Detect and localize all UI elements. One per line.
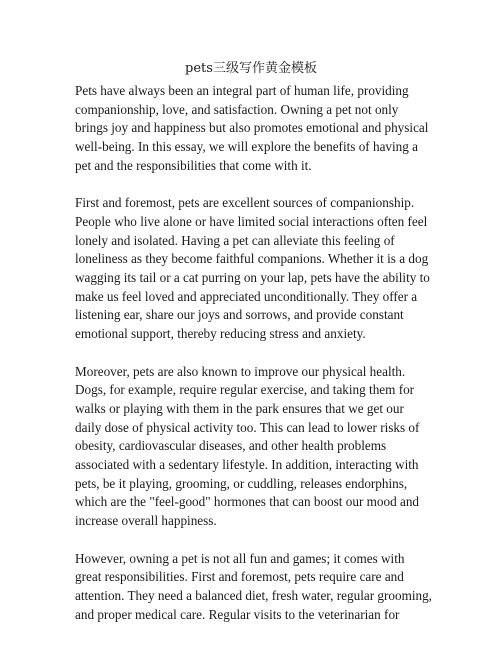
text-line: which are the "feel-good" hormones that can boost our mood and	[75, 494, 420, 510]
text-line: loneliness as they become faithful companions. Whether it is a dog	[75, 251, 429, 267]
text-line: emotional support, thereby reducing stress and anxiety.	[75, 326, 366, 342]
text-line: listening ear, share our joys and sorrows, and provide constant	[75, 307, 404, 323]
text-line: pet and the responsibilities that come with it.	[75, 157, 312, 173]
text-line: Dogs, for example, require regular exercise, and taking them for	[75, 382, 415, 398]
text-line: associated with a sedentary lifestyle. In addition, interacting with	[75, 457, 419, 473]
paragraph-intro	[75, 82, 445, 176]
paragraph-responsibilities	[75, 550, 445, 625]
text-line: People who live alone or have limited social interactions often feel	[75, 213, 428, 229]
text-line: lonely and isolated. Having a pet can alleviate this feeling of	[75, 232, 395, 248]
text-line: great responsibilities. First and foremost, pets require care and	[75, 569, 404, 585]
text-line: companionship, love, and satisfaction. Owning a pet not only	[75, 101, 399, 117]
text-line: Pets have always been an integral part of human life, providing	[75, 83, 409, 98]
paragraph-companionship	[75, 194, 445, 344]
text-line: and proper medical care. Regular visits to the veterinarian for	[75, 606, 400, 622]
text-line: pets, be it playing, grooming, or cuddling, releases endorphins,	[75, 475, 408, 491]
document-title: pets三级写作黄金模板	[185, 61, 317, 76]
document-body	[75, 82, 445, 643]
text-line: obesity, cardiovascular diseases, and other health problems	[75, 438, 387, 454]
text-line: walks or playing with them in the park ensures that we get our	[75, 400, 404, 416]
text-line: make us feel loved and appreciated unconditionally. They offer a	[75, 288, 418, 304]
text-line: wagging its tail or a cat purring on your lap, pets have the ability to	[75, 270, 430, 286]
text-line: daily dose of physical activity too. This can lead to lower risks of	[75, 419, 420, 435]
text-line: brings joy and happiness but also promotes emotional and physical	[75, 120, 429, 136]
text-line: First and foremost, pets are excellent sources of companionship.	[75, 195, 415, 211]
text-line: However, owning a pet is not all fun and games; it comes with	[75, 550, 405, 566]
text-line: attention. They need a balanced diet, fresh water, regular grooming,	[75, 587, 432, 603]
text-line: Moreover, pets are also known to improve our physical health.	[75, 363, 406, 379]
text-line: increase overall happiness.	[75, 513, 217, 529]
paragraph-physical-health	[75, 363, 445, 531]
text-line: well-being. In this essay, we will explore the benefits of having a	[75, 139, 419, 155]
